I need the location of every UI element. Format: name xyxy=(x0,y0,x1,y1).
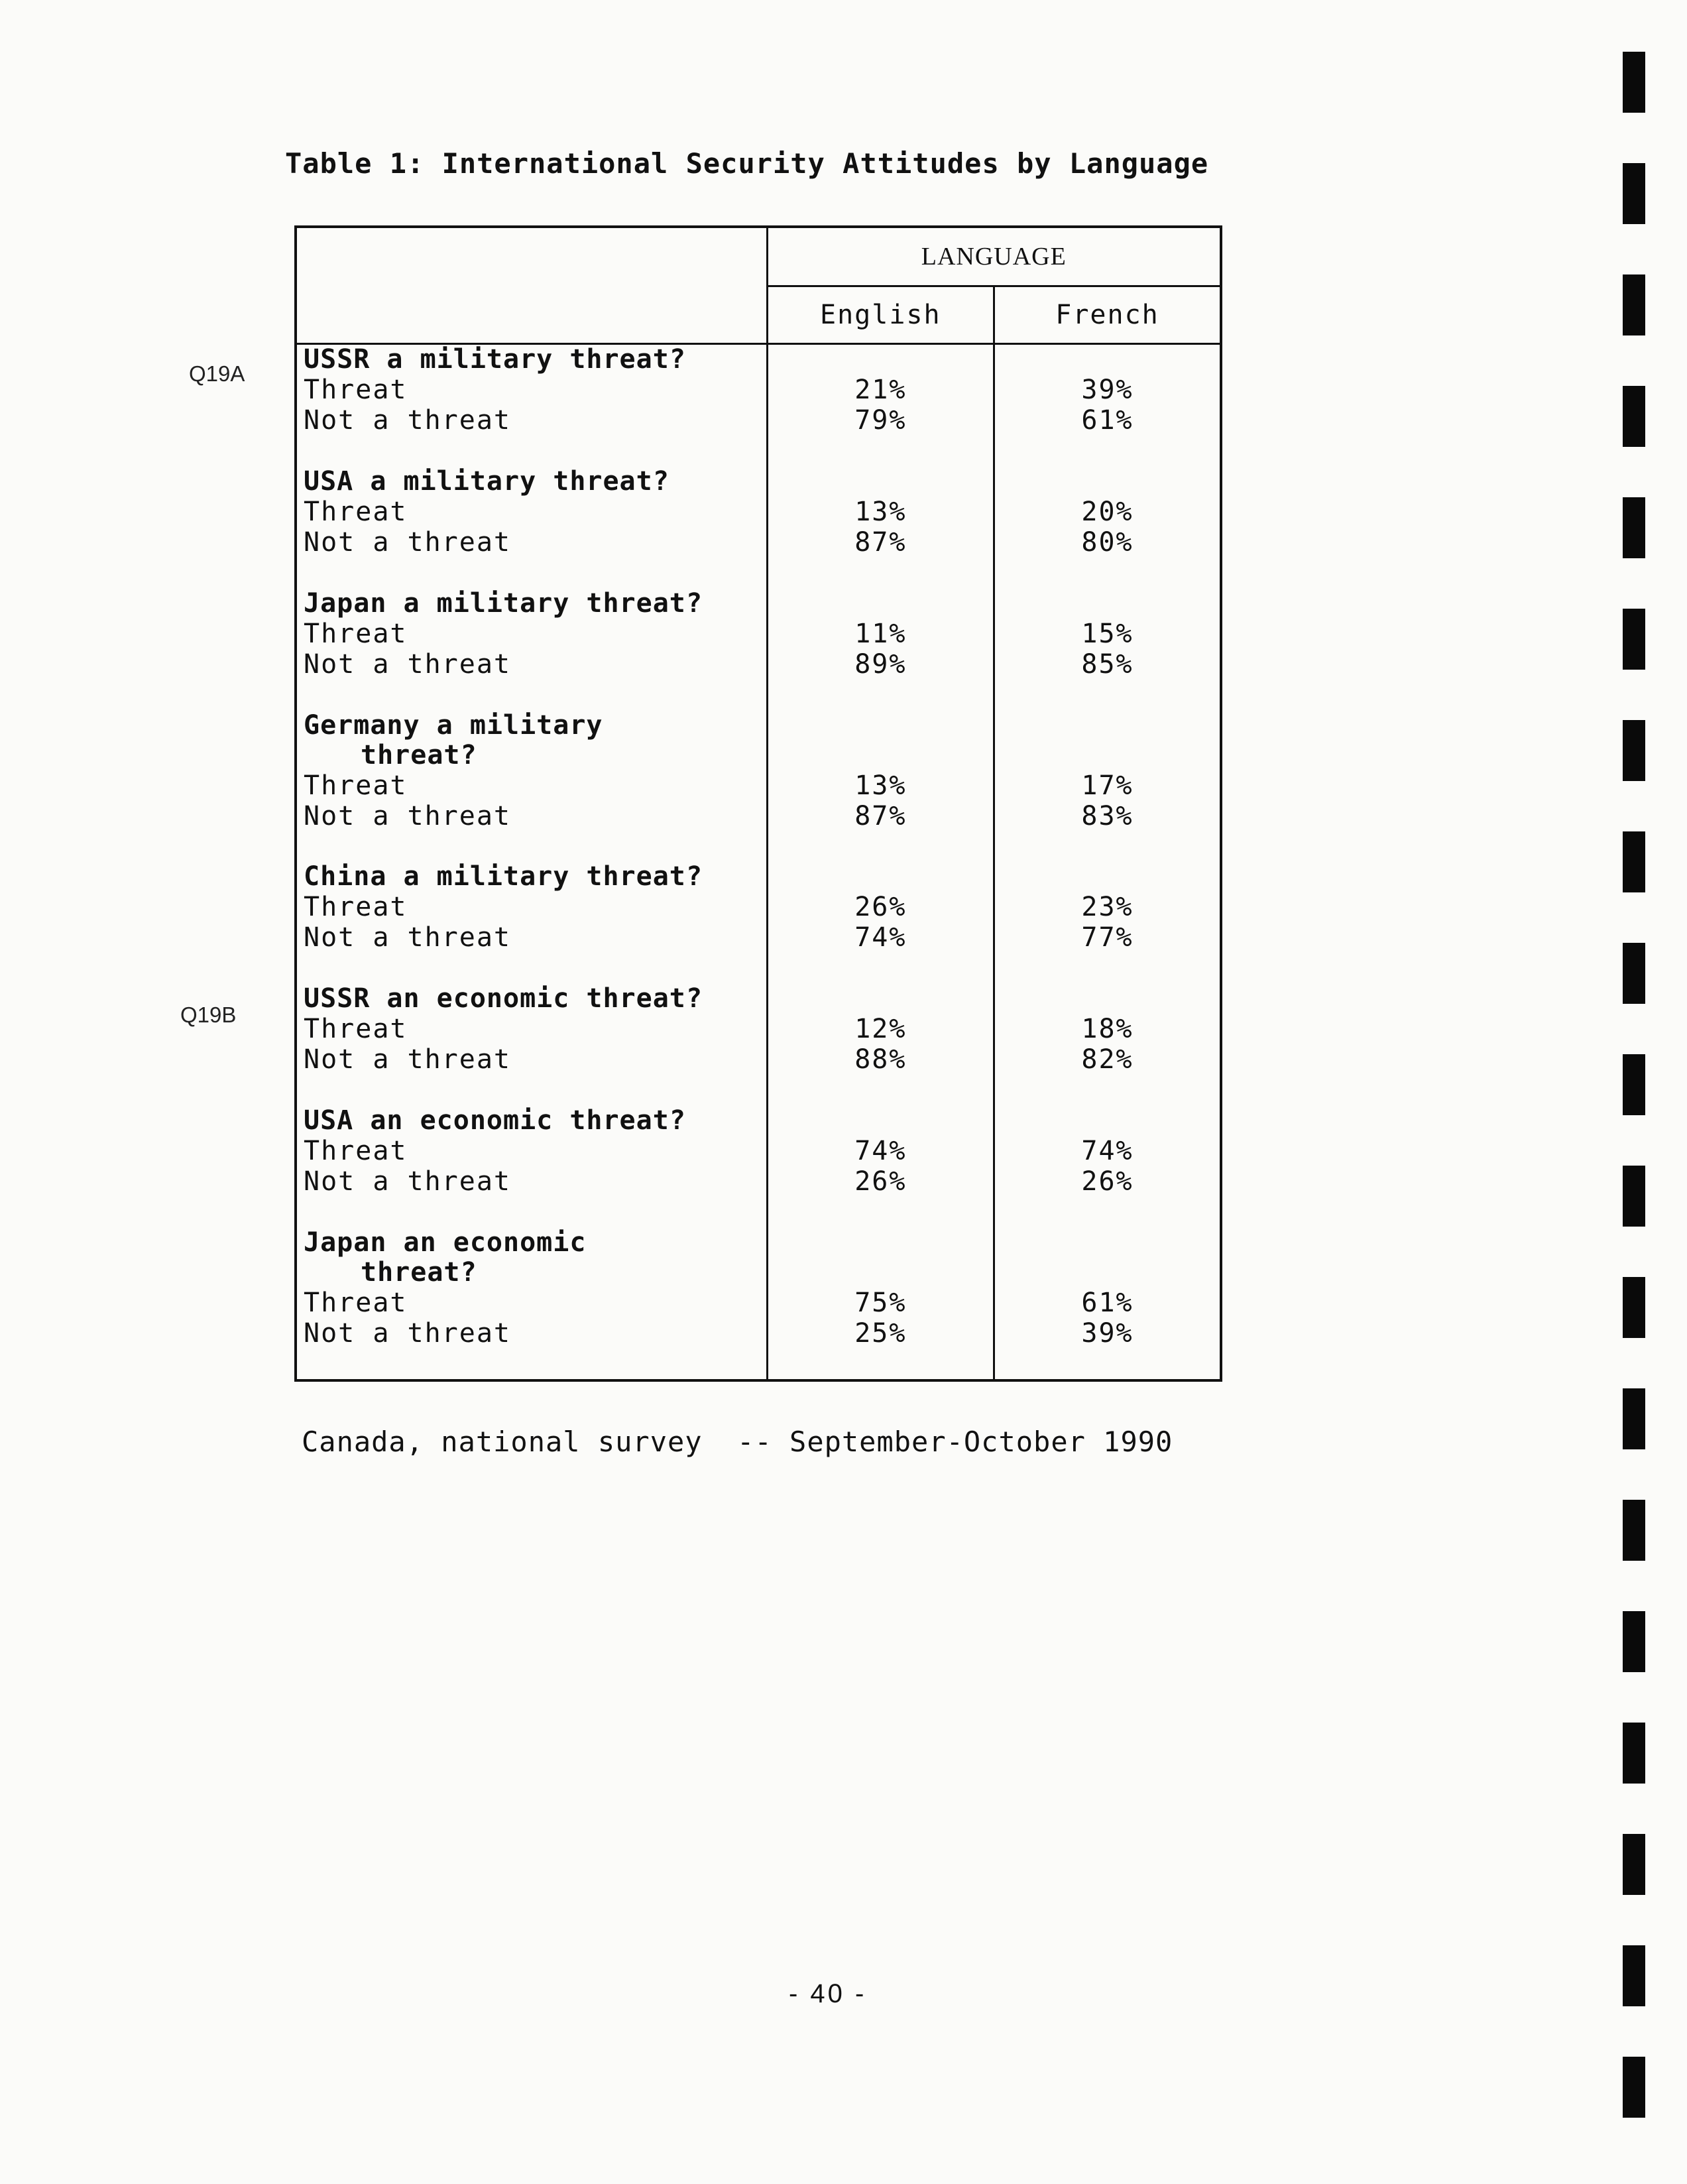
question-block xyxy=(297,862,766,984)
question-block xyxy=(297,1106,766,1228)
binder-hole xyxy=(1623,2057,1645,2118)
french-threat-value: 15% xyxy=(1081,619,1134,649)
not-threat-label: Not a threat xyxy=(304,527,511,558)
french-value-block xyxy=(995,862,1220,984)
english-threat-value: 26% xyxy=(854,892,907,922)
english-threat-value: 75% xyxy=(854,1288,907,1318)
threat-label: Threat xyxy=(304,1136,408,1166)
french-value-block xyxy=(995,345,1220,467)
english-not-threat-value: 74% xyxy=(854,922,907,953)
binder-hole xyxy=(1623,1945,1645,2006)
english-values-column xyxy=(767,344,994,1381)
question-label: USA an economic threat? xyxy=(304,1105,686,1136)
binder-hole xyxy=(1623,1388,1645,1449)
not-threat-label: Not a threat xyxy=(304,405,511,436)
english-not-threat-value: 89% xyxy=(854,649,907,680)
french-threat-value: 61% xyxy=(1081,1288,1134,1318)
english-value-block xyxy=(768,467,993,589)
question-label: USSR a military threat? xyxy=(304,344,686,375)
english-threat-value: 12% xyxy=(854,1014,907,1044)
french-values-column xyxy=(994,344,1221,1381)
threat-label: Threat xyxy=(304,497,408,527)
question-block xyxy=(297,1228,766,1379)
french-value-block xyxy=(995,589,1220,711)
english-not-threat-value: 25% xyxy=(854,1318,907,1349)
binder-hole xyxy=(1623,943,1645,1004)
french-threat-value: 39% xyxy=(1081,375,1134,405)
not-threat-label: Not a threat xyxy=(304,1166,511,1197)
survey-source: Canada, national survey xyxy=(302,1426,703,1458)
not-threat-label: Not a threat xyxy=(304,1318,511,1349)
survey-date: -- September-October 1990 xyxy=(737,1426,1173,1458)
french-value-block xyxy=(995,984,1220,1106)
question-label-continued: threat? xyxy=(361,1257,477,1288)
french-value-block xyxy=(995,1106,1220,1228)
question-label: Japan a military threat? xyxy=(304,588,703,619)
threat-label: Threat xyxy=(304,770,408,801)
english-value-block xyxy=(768,589,993,711)
threat-label: Threat xyxy=(304,375,408,405)
english-threat-value: 21% xyxy=(854,375,907,405)
question-block xyxy=(297,589,766,711)
question-label: China a military threat? xyxy=(304,861,703,892)
column-header-english: English xyxy=(767,286,994,344)
threat-label: Threat xyxy=(304,892,408,922)
table-corner-cell xyxy=(296,227,767,344)
english-not-threat-value: 79% xyxy=(854,405,907,436)
english-value-block xyxy=(768,1228,993,1379)
english-value-block xyxy=(768,862,993,984)
not-threat-label: Not a threat xyxy=(304,1044,511,1075)
not-threat-label: Not a threat xyxy=(304,649,511,680)
not-threat-label: Not a threat xyxy=(304,922,511,953)
binder-hole xyxy=(1623,1166,1645,1227)
french-not-threat-value: 61% xyxy=(1081,405,1134,436)
english-value-block xyxy=(768,711,993,862)
binder-hole xyxy=(1623,163,1645,224)
question-label: USA a military threat? xyxy=(304,466,669,497)
french-not-threat-value: 77% xyxy=(1081,922,1134,953)
question-label: Japan an economic xyxy=(304,1227,587,1258)
english-not-threat-value: 87% xyxy=(854,801,907,831)
binder-hole xyxy=(1623,386,1645,447)
threat-label: Threat xyxy=(304,1014,408,1044)
not-threat-label: Not a threat xyxy=(304,801,511,831)
french-not-threat-value: 83% xyxy=(1081,801,1134,831)
binder-hole xyxy=(1623,1500,1645,1561)
french-threat-value: 23% xyxy=(1081,892,1134,922)
security-attitudes-table xyxy=(294,225,1222,1382)
binder-hole xyxy=(1623,1834,1645,1895)
binder-hole xyxy=(1623,497,1645,558)
binder-hole xyxy=(1623,1611,1645,1672)
table-title: Table 1: International Security Attitudes by Language xyxy=(285,147,1209,180)
english-value-block xyxy=(768,1106,993,1228)
question-block xyxy=(297,711,766,862)
binder-hole xyxy=(1623,1277,1645,1338)
french-not-threat-value: 82% xyxy=(1081,1044,1134,1075)
english-value-block xyxy=(768,345,993,467)
french-value-block xyxy=(995,1228,1220,1379)
threat-label: Threat xyxy=(304,619,408,649)
binder-hole xyxy=(1623,274,1645,335)
french-threat-value: 18% xyxy=(1081,1014,1134,1044)
binder-hole xyxy=(1623,720,1645,781)
french-threat-value: 20% xyxy=(1081,497,1134,527)
english-value-block xyxy=(768,984,993,1106)
english-threat-value: 74% xyxy=(854,1136,907,1166)
question-label: USSR an economic threat? xyxy=(304,983,703,1014)
table-footer xyxy=(302,1426,1173,1458)
threat-label: Threat xyxy=(304,1288,408,1318)
question-labels-column xyxy=(296,344,767,1381)
page-number: - 40 - xyxy=(789,1979,867,2008)
french-not-threat-value: 85% xyxy=(1081,649,1134,680)
question-block xyxy=(297,984,766,1106)
binder-hole xyxy=(1623,1723,1645,1784)
question-block xyxy=(297,467,766,589)
question-label: Germany a military xyxy=(304,710,603,741)
english-not-threat-value: 87% xyxy=(854,527,907,558)
english-threat-value: 13% xyxy=(854,770,907,801)
french-threat-value: 17% xyxy=(1081,770,1134,801)
english-not-threat-value: 88% xyxy=(854,1044,907,1075)
french-not-threat-value: 80% xyxy=(1081,527,1134,558)
binder-hole xyxy=(1623,52,1645,113)
binder-hole xyxy=(1623,831,1645,892)
language-header: LANGUAGE xyxy=(767,227,1221,286)
french-value-block xyxy=(995,467,1220,589)
question-code-q19a: Q19A xyxy=(189,361,245,386)
english-threat-value: 11% xyxy=(854,619,907,649)
french-not-threat-value: 26% xyxy=(1081,1166,1134,1197)
column-header-french: French xyxy=(994,286,1221,344)
french-value-block xyxy=(995,711,1220,862)
english-not-threat-value: 26% xyxy=(854,1166,907,1197)
french-threat-value: 74% xyxy=(1081,1136,1134,1166)
question-code-q19b: Q19B xyxy=(180,1002,237,1027)
binder-hole xyxy=(1623,1054,1645,1115)
question-block xyxy=(297,345,766,467)
question-label-continued: threat? xyxy=(361,740,477,770)
english-threat-value: 13% xyxy=(854,497,907,527)
binder-hole xyxy=(1623,609,1645,670)
french-not-threat-value: 39% xyxy=(1081,1318,1134,1349)
